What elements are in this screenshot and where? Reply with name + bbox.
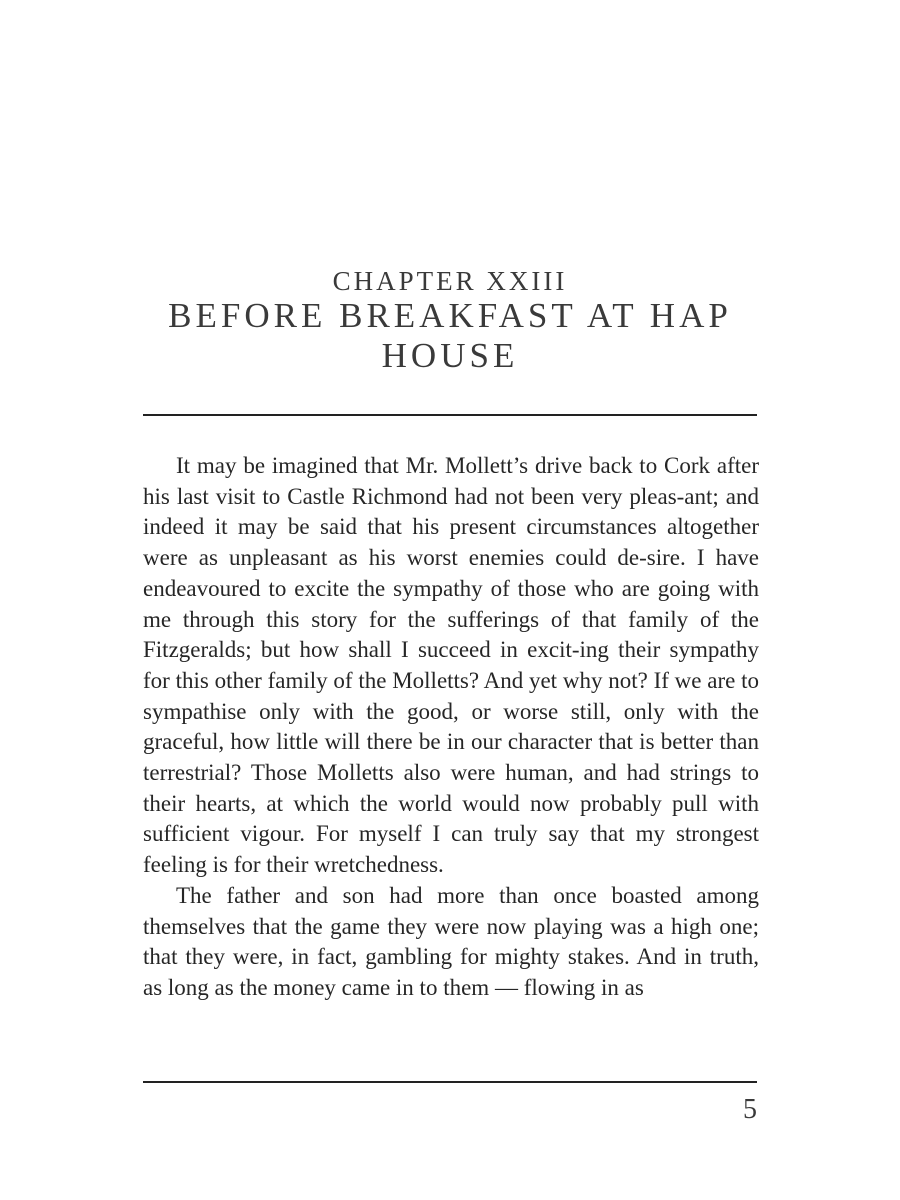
header-divider <box>143 414 757 416</box>
paragraph: It may be imagined that Mr. Mollett’s drive back to Cork after his last visit to Castle Richmond had not been very pleas-ant; and indeed it may be said that his present circumstances altogether were as unpleasant as his worst enemies could de-sire. I have endeavoured to excite the sympathy of those who are going with me through this story for the sufferings of that family of the Fitzgeralds; but how shall I succeed in excit-ing their sympathy for this other family of the Molletts? And yet why not? If we are to sympathise only with the good, or worse still, only with the graceful, how little will there be in our character that is better than terrestrial? Those Molletts also were human, and had strings to their hearts, at which the world would now probably pull with sufficient vigour. For myself I can truly say that my strongest feeling is for their wretchedness. <box>143 453 759 878</box>
chapter-body <box>143 451 759 1004</box>
chapter-title: BEFORE BREAKFAST AT HAP HOUSE <box>168 296 732 375</box>
page-number: 5 <box>743 1094 757 1125</box>
footer-divider <box>143 1081 757 1083</box>
paragraph: The father and son had more than once boasted among themselves that the game they were now playing was a high one; that they were, in fact, gambling for mighty stakes. And in truth, as long as the money came in to them — flowing in as <box>143 882 759 1000</box>
chapter-number: CHAPTER XXIII <box>332 266 568 296</box>
